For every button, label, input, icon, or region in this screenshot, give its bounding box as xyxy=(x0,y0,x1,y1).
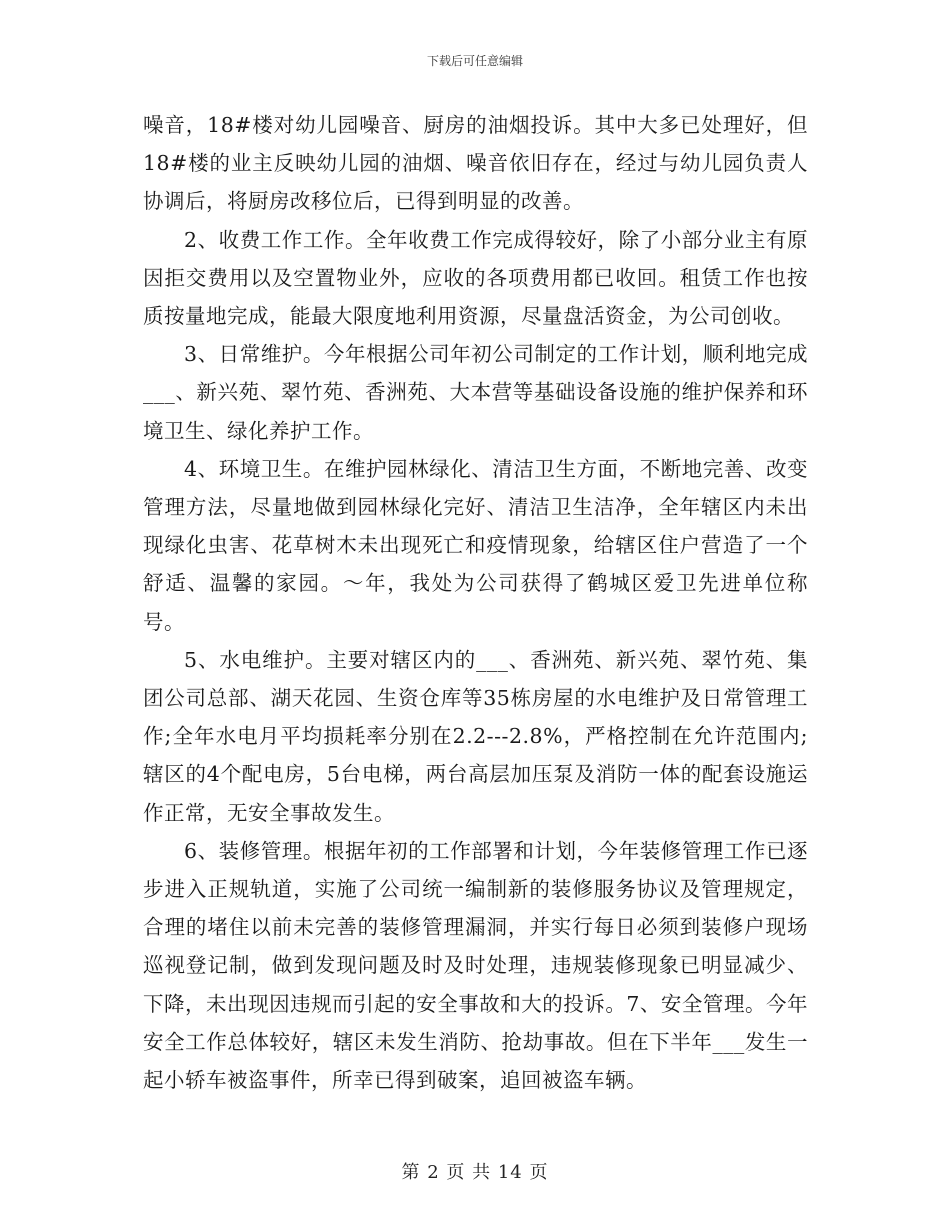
document-body xyxy=(143,106,808,1099)
paragraph-noise-complaints: 噪音，18#楼对幼儿园噪音、厨房的油烟投诉。其中大多已处理好，但18#楼的业主反映幼儿园的油烟、噪音依旧存在，经过与幼儿园负责人协调后，将厨房改移位后，已得到明显的改善。 xyxy=(143,113,808,214)
page-number-footer: 第 2 页 共 14 页 xyxy=(401,1162,549,1183)
paragraph-fee-collection: 2、收费工作工作。全年收费工作完成得较好，除了小部分业主有原因拒交费用以及空置物业外，应收的各项费用都已收回。租赁工作也按质按量地完成，能最大限度地利用资源，尽量盘活资金，为公司创收。 xyxy=(143,227,808,329)
paragraph-renovation-management: 6、装修管理。根据年初的工作部署和计划，今年装修管理工作已逐步进入正规轨道，实施了公司统一编制新的装修服务协议及管理规定，合理的堵住以前未完善的装修管理漏洞，并实行每日必须到装修户现场巡视登记制，做到发现问题及时及时处理，违规装修现象已明显减少、下降，未出现因违规而引起的安全事故和大的投诉。7、安全管理。今年安全工作总体较好，辖区未发生消防、抢劫事故。但在下半年___发生一起小轿车被盗事件，所幸已得到破案，追回被盗车辆。 xyxy=(143,838,808,1093)
paragraph-daily-maintenance: 3、日常维护。今年根据公司年初公司制定的工作计划，顺利地完成___、新兴苑、翠竹苑、香洲苑、大本营等基础设备设施的维护保养和环境卫生、绿化养护工作。 xyxy=(143,342,808,443)
paragraph-environment-hygiene: 4、环境卫生。在维护园林绿化、清洁卫生方面，不断地完善、改变管理方法，尽量地做到园林绿化完好、清洁卫生洁净，全年辖区内未出现绿化虫害、花草树木未出现死亡和疫情现象，给辖区住户营造了一个舒适、温馨的家园。～年，我处为公司获得了鹤城区爱卫先进单位称号。 xyxy=(143,456,808,634)
page-header: 下载后可任意编辑 xyxy=(426,54,523,68)
paragraph-water-electric-maintenance: 5、水电维护。主要对辖区内的___、香洲苑、新兴苑、翠竹苑、集团公司总部、湖天花园、生资仓库等35栋房屋的水电维护及日常管理工作;全年水电月平均损耗率分别在2.2---2.8%，严格控制在允许范围内;辖区的4个配电房，5台电梯，两台高层加压泵及消防一体的配套设施运作正常，无安全事故发生。 xyxy=(143,647,808,825)
